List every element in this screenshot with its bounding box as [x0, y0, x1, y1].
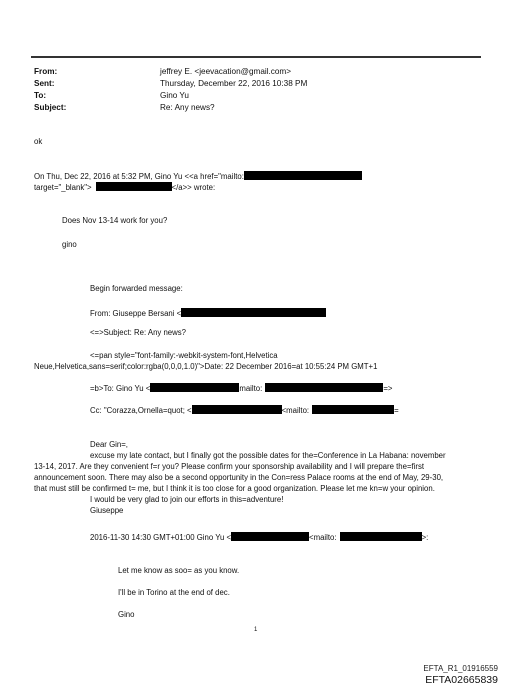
greeting: Dear Gin=, [90, 440, 128, 449]
sender-signature: Giuseppe [90, 506, 124, 515]
letter-line-4: that must still be confirmed t= me, but I think it is too close for a good organization. Please let me kn=w your opinion. [34, 484, 435, 493]
letter-line-1: excuse my late contact, but I finally got the possible dates for the=Conference in La Habana: november [90, 451, 446, 460]
subject-label: Subject: [34, 103, 67, 112]
nov30-text-c: >: [421, 533, 429, 542]
forward-to-text-b: mailto: [239, 384, 263, 393]
gino-signature-2: Gino [118, 610, 135, 619]
letter-line-3: announcement soon. There may also be a second opportunity in the Con=ress Palace rooms at the end of May, 29-30, [34, 473, 444, 482]
to-label: To: [34, 91, 47, 100]
nov-question: Does Nov 13-14 work for you? [62, 216, 168, 225]
nov30-quote-line [90, 532, 428, 543]
subject-value: Re: Any news? [160, 103, 215, 112]
forward-subject: <=>Subject: Re: Any news? [90, 328, 187, 337]
footer-id-large: EFTA02665839 [425, 674, 498, 686]
redaction-bar [340, 532, 422, 541]
forwarded-header: Begin forwarded message: [90, 284, 183, 293]
nov30-text-b: <mailto: [309, 533, 337, 542]
to-value: Gino Yu [160, 91, 189, 100]
quote-line-1 [34, 171, 362, 182]
forward-to-text-c: => [383, 384, 393, 393]
redaction-bar [244, 171, 362, 180]
reply-text: ok [34, 137, 43, 146]
sent-label: Sent: [34, 79, 55, 88]
redaction-bar [265, 383, 383, 392]
span-line-1: <=pan style="font-family:-webkit-system-font,Helvetica [90, 351, 278, 360]
redaction-bar [231, 532, 309, 541]
span-line-2: Neue,Helvetica,sans=serif;color:rgba(0,0,0,1.0)">Date: 22 December 2016=at 10:55:24 PM GMT+1 [34, 362, 378, 371]
quote-line-2-text-b: </a>> wrote: [171, 183, 216, 192]
letter-line-2: 13-14, 2017. Are they convenient f=r you? Please confirm your sponsorship availability and I will prepare the=first [34, 462, 425, 471]
nov30-text-a: 2016-11-30 14:30 GMT+01:00 Gino Yu < [90, 533, 232, 542]
quote-line-2 [34, 182, 215, 193]
redaction-bar [150, 383, 239, 392]
forward-to-text-a: =b>To: Gino Yu < [90, 384, 151, 393]
quote-line-2-text-a: target="_blank"> [34, 183, 92, 192]
forward-cc-line [90, 405, 399, 416]
forward-from-text: From: Giuseppe Bersani < [90, 309, 182, 318]
quote-line-1-text: On Thu, Dec 22, 2016 at 5:32 PM, Gino Yu <<a href="mailto: [34, 172, 244, 181]
forward-from-line [90, 308, 326, 319]
let-me-know: Let me know as soo= as you know. [118, 566, 240, 575]
redaction-bar [192, 405, 282, 414]
forward-cc-text-a: Cc: "Corazza,Ornella=quot; < [90, 406, 192, 415]
from-value: jeffrey E. <jeevacation@gmail.com> [160, 67, 292, 76]
gino-signature-1: gino [62, 240, 77, 249]
redaction-bar [181, 308, 326, 317]
torino-note: I'll be in Torino at the end of dec. [118, 588, 230, 597]
redaction-bar [312, 405, 394, 414]
page-number: 1 [254, 627, 258, 633]
forward-to-line [90, 383, 392, 394]
redaction-bar [96, 182, 172, 191]
forward-cc-text-c: = [394, 406, 399, 415]
forward-cc-text-b: <mailto: [281, 406, 310, 415]
letter-line-5: I would be very glad to join our efforts in this=adventure! [90, 495, 284, 504]
from-label: From: [34, 67, 58, 76]
sent-value: Thursday, December 22, 2016 10:38 PM [160, 79, 308, 88]
footer-id-small: EFTA_R1_01916559 [423, 664, 498, 673]
header-divider [31, 56, 481, 58]
